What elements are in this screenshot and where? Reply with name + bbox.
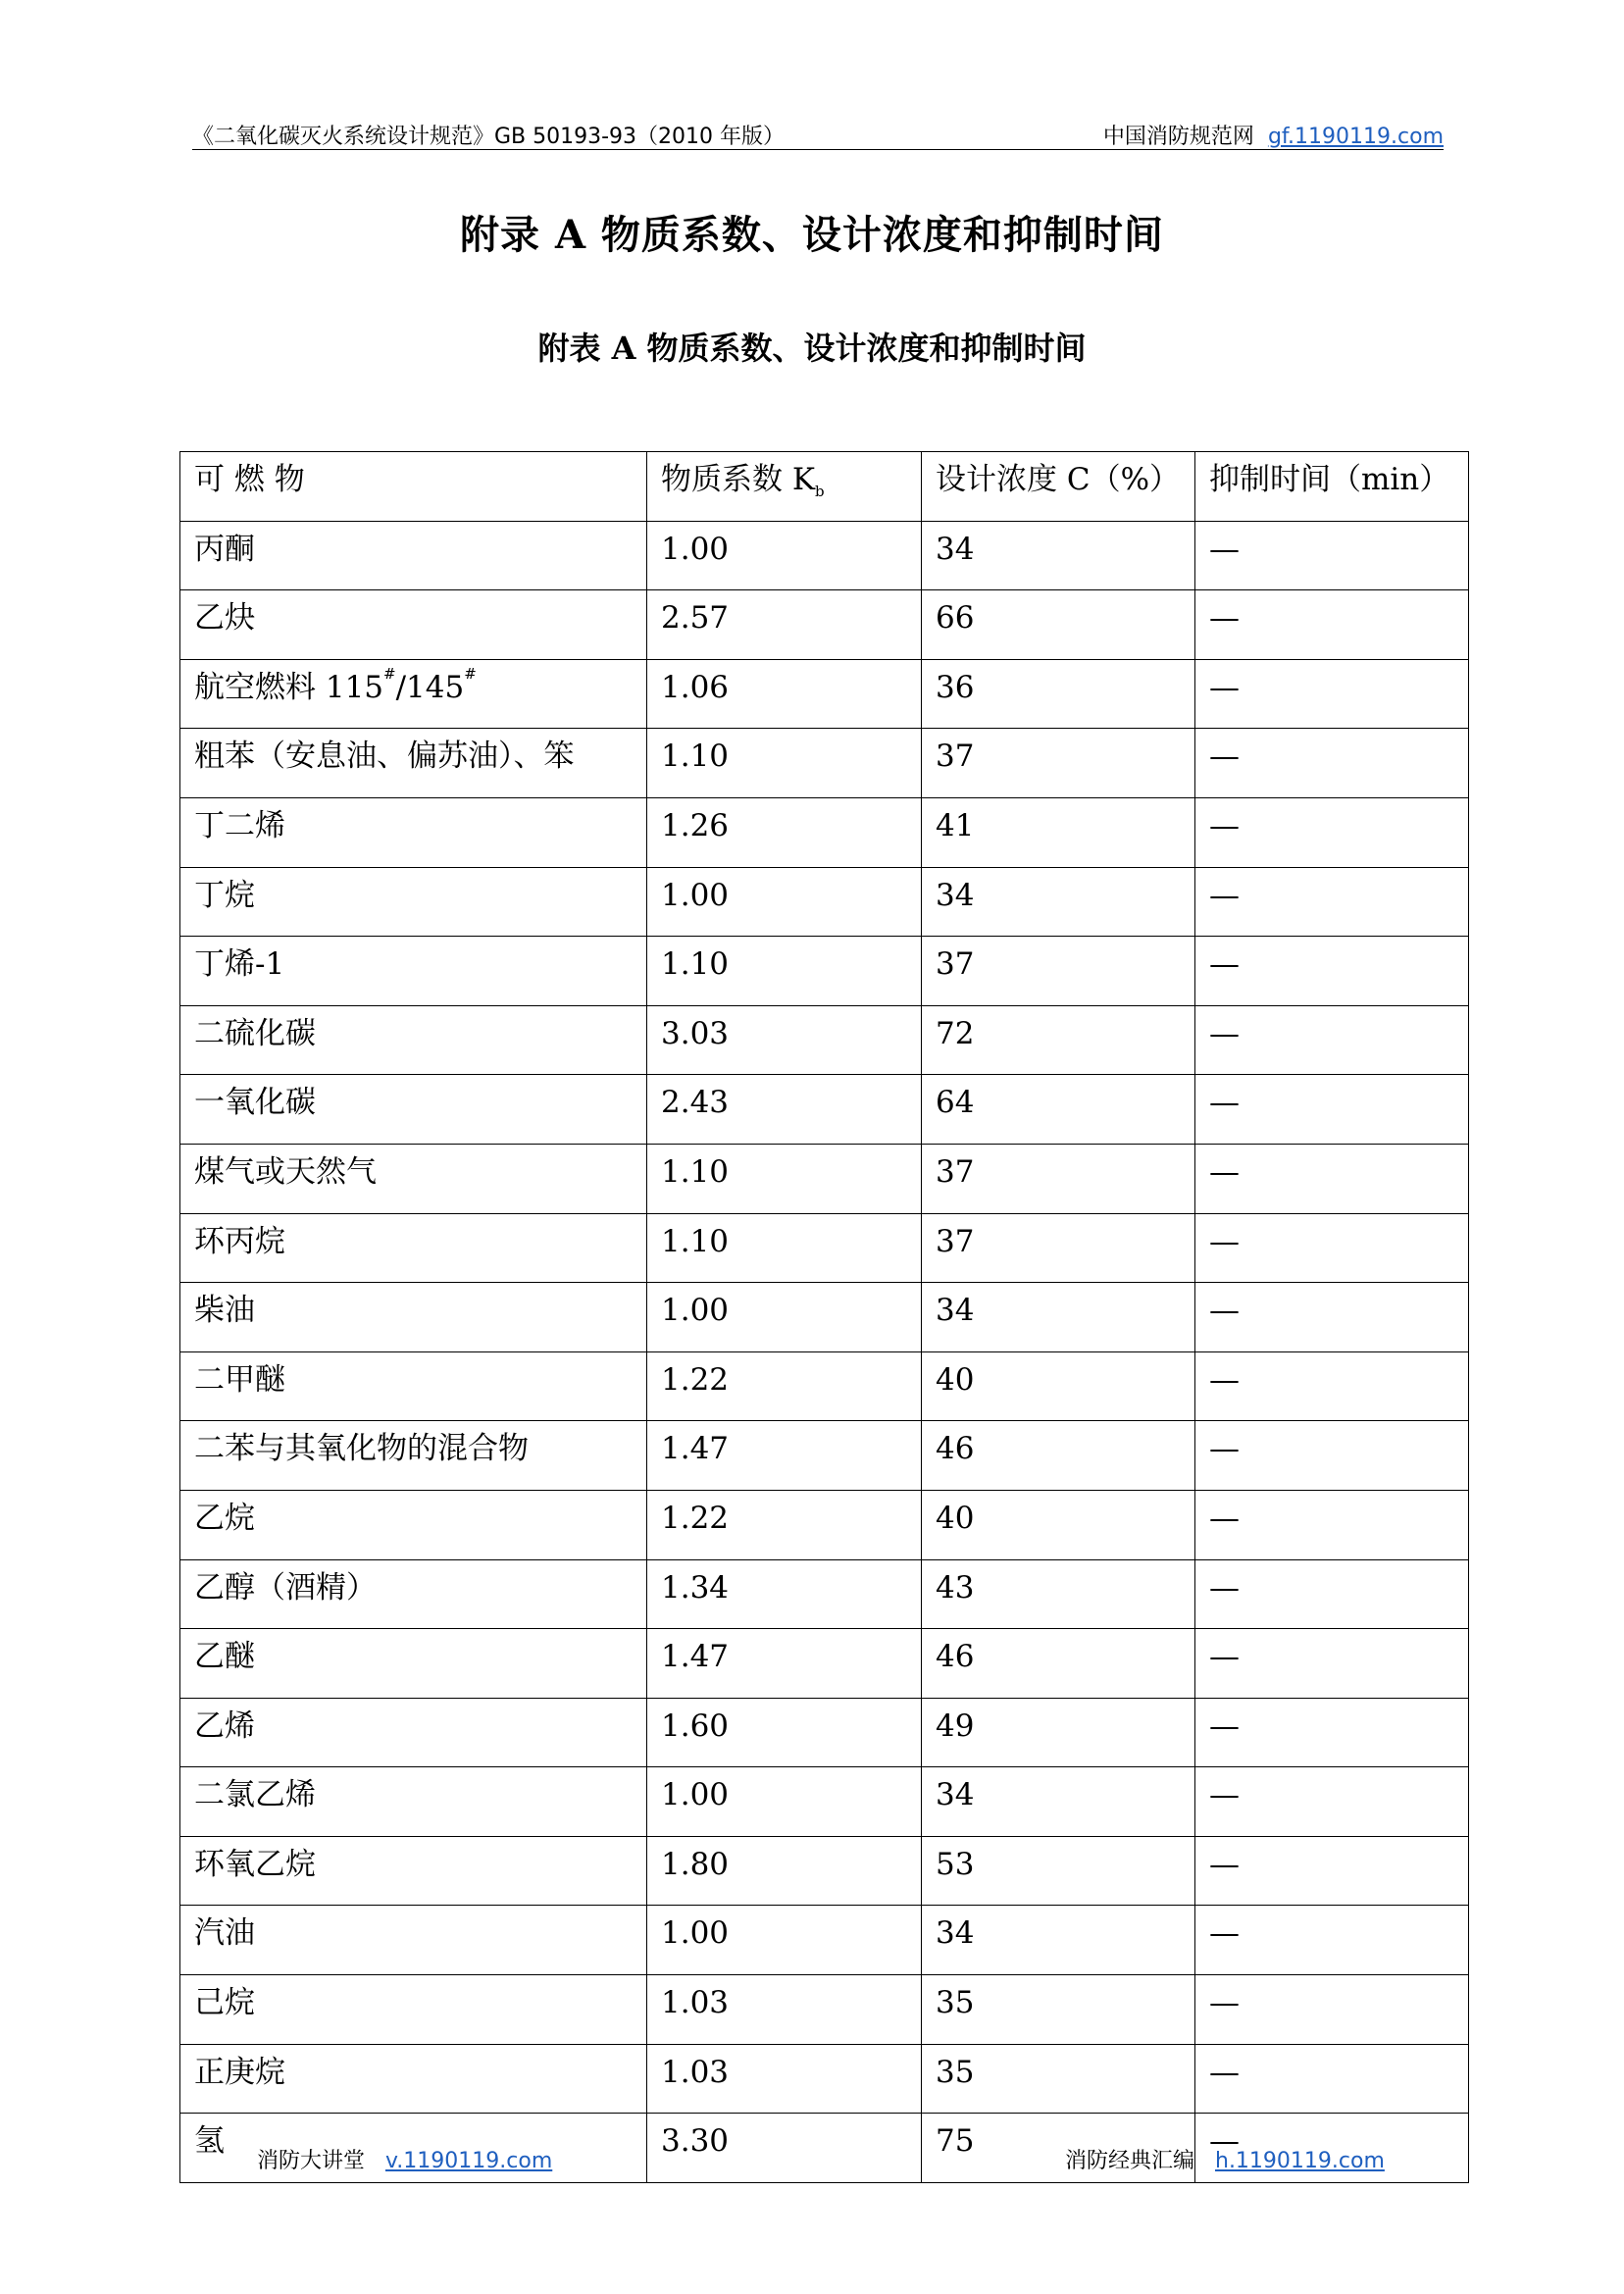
cell-coefficient: 2.43 (647, 1075, 922, 1145)
header-coefficient (647, 452, 922, 522)
cell-coefficient: 1.26 (647, 797, 922, 867)
cell-material: 乙炔 (180, 590, 647, 660)
table-row (180, 1005, 1469, 1075)
footer-right-link[interactable]: h.1190119.com (1215, 2149, 1385, 2173)
footer-left-label: 消防大讲堂 (257, 2149, 366, 2173)
cell-time: — (1195, 867, 1469, 937)
footer-left (257, 2144, 552, 2174)
cell-material: 正庚烷 (180, 2044, 647, 2114)
cell-time: — (1195, 1421, 1469, 1491)
cell-concentration: 34 (922, 867, 1195, 937)
cell-time: — (1195, 797, 1469, 867)
table-row (180, 1283, 1469, 1352)
cell-material: 煤气或天然气 (180, 1144, 647, 1213)
table-row (180, 1975, 1469, 2045)
table-row (180, 1351, 1469, 1421)
cell-coefficient: 1.22 (647, 1351, 922, 1421)
cell-time: — (1195, 521, 1469, 590)
table-header-row (180, 452, 1469, 522)
table-row (180, 1075, 1469, 1145)
table-row (180, 1559, 1469, 1629)
cell-concentration: 37 (922, 937, 1195, 1006)
page-title: 附录 A 物质系数、设计浓度和抑制时间 (460, 212, 1164, 258)
cell-coefficient: 3.30 (647, 2114, 922, 2183)
cell-time: — (1195, 1490, 1469, 1559)
cell-time: — (1195, 1283, 1469, 1352)
table-row (180, 1767, 1469, 1837)
cell-time: — (1195, 937, 1469, 1006)
table-row (180, 867, 1469, 937)
aviation-fuel-mark: # (464, 664, 477, 683)
cell-coefficient: 2.57 (647, 590, 922, 660)
cell-coefficient: 1.10 (647, 1213, 922, 1283)
cell-material: 二氯乙烯 (180, 1767, 647, 1837)
cell-material: 汽油 (180, 1906, 647, 1975)
cell-coefficient: 1.10 (647, 729, 922, 798)
cell-material: 丙酮 (180, 521, 647, 590)
table-row (180, 1421, 1469, 1491)
cell-concentration: 40 (922, 1351, 1195, 1421)
cell-material (180, 659, 647, 729)
cell-concentration: 35 (922, 2044, 1195, 2114)
cell-material: 丁烯-1 (180, 937, 647, 1006)
cell-coefficient: 1.47 (647, 1421, 922, 1491)
footer-left-link[interactable]: v.1190119.com (385, 2149, 553, 2173)
table-row (180, 1836, 1469, 1906)
cell-concentration: 64 (922, 1075, 1195, 1145)
cell-time: — (1195, 1975, 1469, 2045)
aviation-fuel-mark: # (383, 664, 396, 683)
header-coefficient-subscript: b (815, 483, 825, 501)
header-coefficient-label: 物质系数 K (661, 462, 816, 497)
cell-concentration: 53 (922, 1836, 1195, 1906)
table-row (180, 521, 1469, 590)
cell-coefficient: 1.34 (647, 1559, 922, 1629)
cell-coefficient: 1.22 (647, 1490, 922, 1559)
cell-concentration: 36 (922, 659, 1195, 729)
cell-material: 乙醇（酒精） (180, 1559, 647, 1629)
cell-material: 乙烷 (180, 1490, 647, 1559)
cell-material: 丁二烯 (180, 797, 647, 867)
cell-concentration: 34 (922, 1283, 1195, 1352)
cell-coefficient: 1.00 (647, 1767, 922, 1837)
table-row (180, 1213, 1469, 1283)
cell-time: — (1195, 1906, 1469, 1975)
cell-material: 二甲醚 (180, 1351, 647, 1421)
cell-time: — (1195, 1351, 1469, 1421)
cell-concentration: 34 (922, 1767, 1195, 1837)
cell-time: — (1195, 2044, 1469, 2114)
header-site-name: 中国消防规范网 (1102, 125, 1254, 149)
cell-material: 乙醚 (180, 1629, 647, 1699)
cell-time: — (1195, 2114, 1469, 2183)
cell-coefficient: 1.10 (647, 1144, 922, 1213)
cell-coefficient: 1.80 (647, 1836, 922, 1906)
cell-coefficient: 1.00 (647, 1906, 922, 1975)
table-row (180, 1629, 1469, 1699)
cell-material: 柴油 (180, 1283, 647, 1352)
header-document-title: 《二氧化碳灭火系统设计规范》GB 50193-93（2010 年版） (192, 125, 786, 149)
table-row (180, 1906, 1469, 1975)
table-row (180, 1698, 1469, 1767)
table-row (180, 1144, 1469, 1213)
cell-time: — (1195, 1075, 1469, 1145)
cell-material: 环丙烷 (180, 1213, 647, 1283)
cell-concentration: 43 (922, 1559, 1195, 1629)
header-time: 抑制时间（min） (1195, 452, 1469, 522)
cell-coefficient: 1.47 (647, 1629, 922, 1699)
cell-material: 己烷 (180, 1975, 647, 2045)
cell-coefficient: 3.03 (647, 1005, 922, 1075)
cell-concentration: 34 (922, 521, 1195, 590)
table-row (180, 1490, 1469, 1559)
table-row (180, 590, 1469, 660)
table-row (180, 659, 1469, 729)
footer-right-label: 消防经典汇编 (1065, 2149, 1195, 2173)
cell-material: 丁烷 (180, 867, 647, 937)
cell-concentration: 37 (922, 729, 1195, 798)
cell-concentration: 46 (922, 1629, 1195, 1699)
cell-coefficient: 1.00 (647, 867, 922, 937)
table-caption: 附表 A 物质系数、设计浓度和抑制时间 (537, 330, 1087, 367)
cell-time: — (1195, 1005, 1469, 1075)
coefficient-table (179, 451, 1469, 2183)
header-material: 可 燃 物 (180, 452, 647, 522)
table-row (180, 937, 1469, 1006)
cell-time: — (1195, 729, 1469, 798)
cell-concentration: 46 (922, 1421, 1195, 1491)
cell-time: — (1195, 1836, 1469, 1906)
cell-concentration: 37 (922, 1144, 1195, 1213)
header-site-link[interactable]: gf.1190119.com (1267, 125, 1444, 149)
cell-concentration: 41 (922, 797, 1195, 867)
cell-coefficient: 1.60 (647, 1698, 922, 1767)
cell-time: — (1195, 590, 1469, 660)
cell-material: 二苯与其氧化物的混合物 (180, 1421, 647, 1491)
cell-concentration: 37 (922, 1213, 1195, 1283)
cell-time: — (1195, 1144, 1469, 1213)
cell-concentration: 49 (922, 1698, 1195, 1767)
cell-concentration: 34 (922, 1906, 1195, 1975)
footer-right (1065, 2144, 1385, 2174)
table-row (180, 729, 1469, 798)
cell-material: 环氧乙烷 (180, 1836, 647, 1906)
cell-material: 一氧化碳 (180, 1075, 647, 1145)
cell-time: — (1195, 1559, 1469, 1629)
cell-coefficient: 1.06 (647, 659, 922, 729)
cell-time: — (1195, 1767, 1469, 1837)
header-site (1103, 120, 1444, 150)
aviation-fuel-prefix: 航空燃料 115 (194, 669, 384, 705)
cell-concentration: 35 (922, 1975, 1195, 2045)
cell-coefficient: 1.00 (647, 1283, 922, 1352)
cell-time: — (1195, 1213, 1469, 1283)
cell-concentration: 75 (922, 2114, 1195, 2183)
cell-material: 二硫化碳 (180, 1005, 647, 1075)
cell-material: 乙烯 (180, 1698, 647, 1767)
cell-time: — (1195, 659, 1469, 729)
cell-concentration: 66 (922, 590, 1195, 660)
header-concentration: 设计浓度 C（%） (922, 452, 1195, 522)
cell-material: 氢 (180, 2114, 647, 2183)
aviation-fuel-middle: /145 (395, 669, 465, 705)
table-row (180, 2044, 1469, 2114)
cell-coefficient: 1.00 (647, 521, 922, 590)
cell-material: 粗苯（安息油、偏苏油）、笨 (180, 729, 647, 798)
page-header (192, 116, 1444, 150)
table-body (180, 521, 1469, 2182)
cell-concentration: 40 (922, 1490, 1195, 1559)
cell-concentration: 72 (922, 1005, 1195, 1075)
cell-coefficient: 1.10 (647, 937, 922, 1006)
cell-coefficient: 1.03 (647, 1975, 922, 2045)
cell-time: — (1195, 1698, 1469, 1767)
table-row (180, 797, 1469, 867)
cell-time: — (1195, 1629, 1469, 1699)
cell-coefficient: 1.03 (647, 2044, 922, 2114)
